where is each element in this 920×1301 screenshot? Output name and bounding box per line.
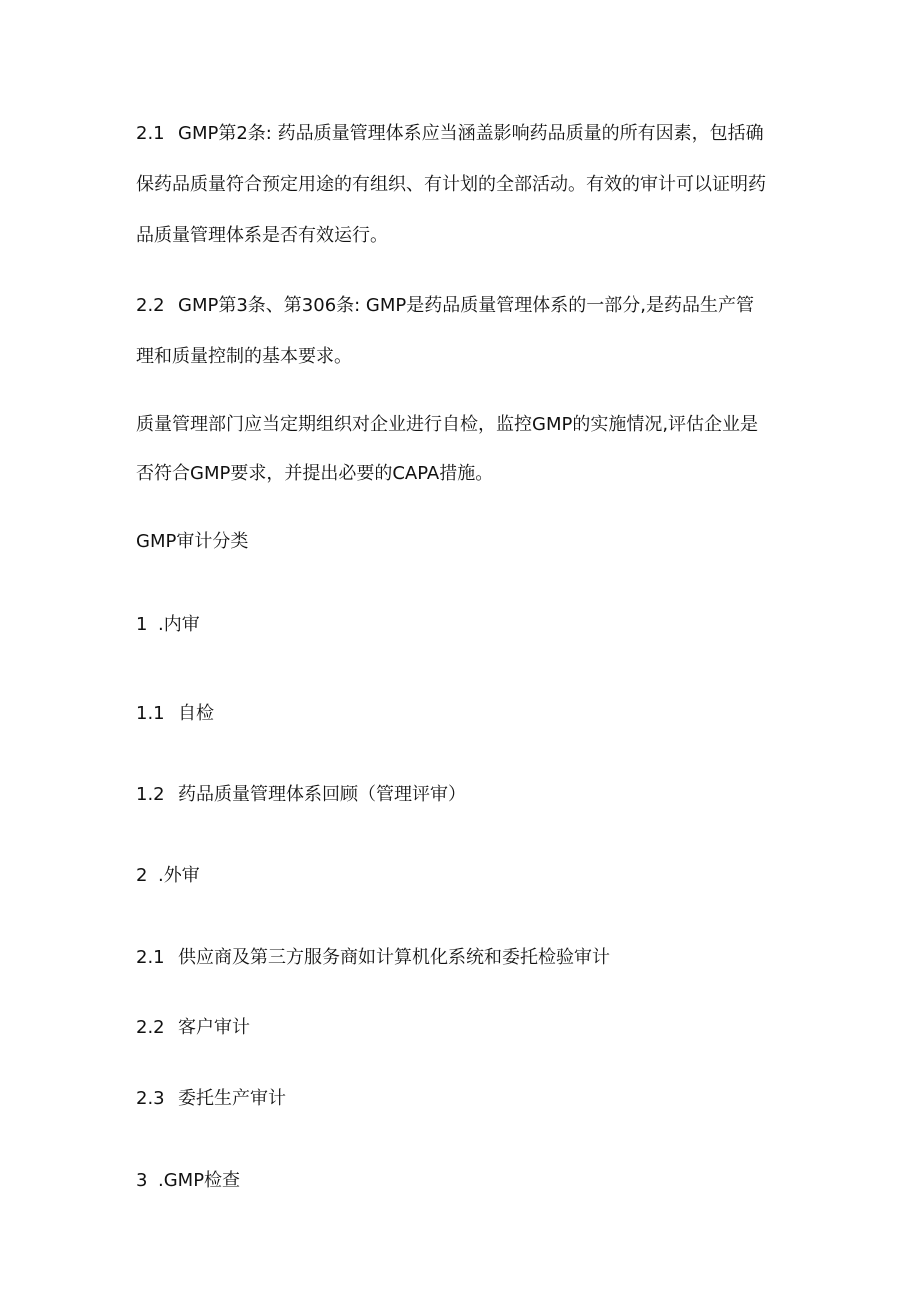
list-item-management-review [136,783,466,807]
paragraph-number: 2.2 [136,295,165,316]
list-item-internal-audit [136,613,200,637]
list-item-customer-audit [136,1016,250,1040]
item-number: 2 [136,865,148,886]
paragraph-number: 2.1 [136,123,165,144]
item-number: 1 [136,614,148,635]
paragraph-2-2-line-1 [136,294,796,318]
list-item-contract-manufacturing-audit [136,1087,286,1111]
paragraph-2-2-line-2: 理和质量控制的基本要求。 [136,346,352,367]
item-text: 委托生产审计 [178,1088,286,1109]
paragraph-text: GMP第3条、第306条: GMP是药品质量管理体系的一部分,是药品生产管 [178,295,754,316]
list-item-supplier-audit [136,946,610,970]
item-number: 3 [136,1170,148,1191]
list-item-gmp-inspection [136,1169,240,1193]
item-number: 1.1 [136,703,165,724]
paragraph-2-1-line-2: 保药品质量符合预定用途的有组织、有计划的全部活动。有效的审计可以证明药 [136,174,766,195]
item-number: 2.1 [136,947,165,968]
item-text: 自检 [178,703,214,724]
paragraph-text: GMP第2条: 药品质量管理体系应当涵盖影响药品质量的所有因素，包括确 [178,123,764,144]
paragraph-self-inspection-line-1: 质量管理部门应当定期组织对企业进行自检，监控GMP的实施情况,评估企业是 [136,414,759,435]
item-text: 客户审计 [178,1017,250,1038]
list-item-self-inspection [136,702,214,726]
section-heading: GMP审计分类 [136,531,249,552]
item-text: .内审 [158,614,200,635]
paragraph-2-1-line-3: 品质量管理体系是否有效运行。 [136,225,388,246]
paragraph-self-inspection-line-2: 否符合GMP要求，并提出必要的CAPA措施。 [136,463,494,484]
item-text: 药品质量管理体系回顾（管理评审） [178,784,466,805]
item-number: 1.2 [136,784,165,805]
item-text: .GMP检查 [158,1170,241,1191]
item-text: .外审 [158,865,200,886]
item-number: 2.2 [136,1017,165,1038]
item-text: 供应商及第三方服务商如计算机化系统和委托检验审计 [178,947,610,968]
list-item-external-audit [136,864,200,888]
paragraph-2-1-line-1 [136,122,796,146]
item-number: 2.3 [136,1088,165,1109]
